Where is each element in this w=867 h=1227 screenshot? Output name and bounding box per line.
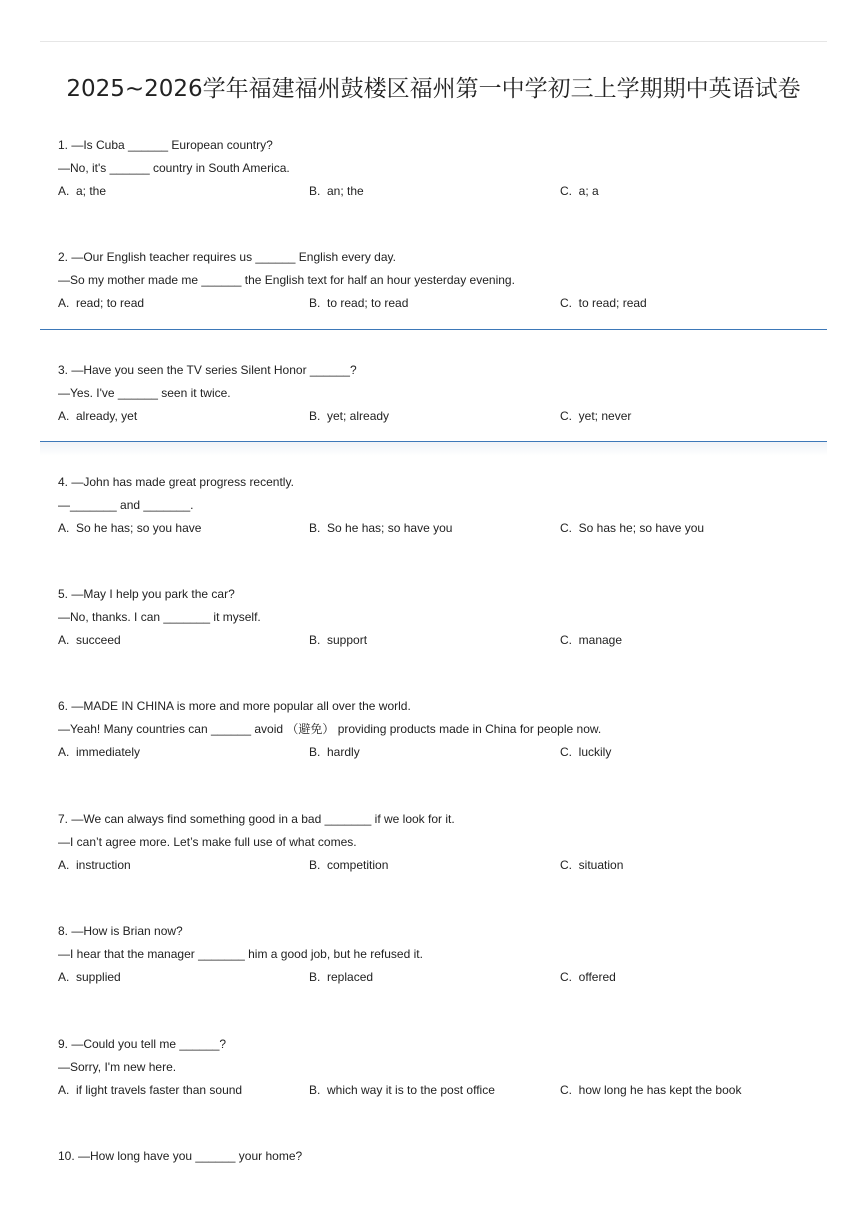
option-a[interactable]: A. already, yet (58, 409, 138, 423)
option-b[interactable]: B. which way it is to the post office (309, 1083, 495, 1097)
option-a[interactable]: A. if light travels faster than sound (58, 1083, 243, 1097)
option-b[interactable]: B. an; the (309, 184, 364, 198)
question-stem: 10. —How long have you ______ your home? (58, 1149, 303, 1163)
question-reply: —I hear that the manager _______ him a good job, but he refused it. (58, 947, 423, 961)
question-reply: —_______ and _______. (58, 498, 194, 512)
option-b[interactable]: B. So he has; so have you (309, 521, 453, 535)
option-row (58, 854, 838, 877)
option-c[interactable]: C. manage (560, 633, 623, 647)
option-a[interactable]: A. supplied (58, 970, 121, 984)
option-b[interactable]: B. replaced (309, 970, 374, 984)
question-7 (58, 808, 838, 877)
option-a[interactable]: A. So he has; so you have (58, 521, 202, 535)
option-a[interactable]: A. succeed (58, 633, 121, 647)
question-stem: 2. —Our English teacher requires us ______ English every day. (58, 250, 396, 264)
option-c[interactable]: C. offered (560, 970, 616, 984)
option-b[interactable]: B. to read; to read (309, 296, 409, 310)
question-6 (58, 695, 838, 764)
question-10 (58, 1145, 838, 1168)
question-stem: 8. —How is Brian now? (58, 924, 183, 938)
option-c[interactable]: C. how long he has kept the book (560, 1083, 742, 1097)
option-row (58, 629, 838, 652)
option-row (58, 405, 838, 428)
option-row (58, 1079, 838, 1102)
option-c[interactable]: C. yet; never (560, 409, 632, 423)
question-5 (58, 583, 838, 652)
option-row (58, 517, 838, 540)
highlight-top-border (40, 329, 827, 330)
question-stem: 1. —Is Cuba ______ European country? (58, 138, 273, 152)
question-stem: 6. —MADE IN CHINA is more and more popular all over the world. (58, 699, 411, 713)
question-stem: 7. —We can always find something good in a bad _______ if we look for it. (58, 812, 455, 826)
question-reply: —Yes. I've ______ seen it twice. (58, 386, 231, 400)
question-stem: 9. —Could you tell me ______? (58, 1037, 227, 1051)
question-stem: 4. —John has made great progress recently. (58, 475, 294, 489)
page-title: 2025~2026学年福建福州鼓楼区福州第一中学初三上学期期中英语试卷 (66, 76, 801, 102)
option-b[interactable]: B. competition (309, 858, 389, 872)
option-a[interactable]: A. a; the (58, 184, 107, 198)
option-row (58, 292, 838, 315)
question-reply: —No, it's ______ country in South America. (58, 161, 290, 175)
question-1 (58, 134, 838, 203)
option-c[interactable]: C. situation (560, 858, 624, 872)
option-a[interactable]: A. instruction (58, 858, 131, 872)
question-reply: —I can’t agree more. Let’s make full use of what comes. (58, 835, 357, 849)
top-divider (40, 41, 827, 42)
option-b[interactable]: B. support (309, 633, 368, 647)
option-a[interactable]: A. read; to read (58, 296, 145, 310)
question-stem: 5. —May I help you park the car? (58, 587, 235, 601)
option-b[interactable]: B. yet; already (309, 409, 390, 423)
option-c[interactable]: C. a; a (560, 184, 599, 198)
question-reply: —Sorry, I'm new here. (58, 1060, 177, 1074)
option-row (58, 741, 838, 764)
option-row (58, 966, 838, 989)
option-a[interactable]: A. immediately (58, 745, 141, 759)
option-row (58, 180, 838, 203)
option-c[interactable]: C. to read; read (560, 296, 647, 310)
question-8 (58, 920, 838, 989)
question-2 (58, 246, 838, 315)
option-c[interactable]: C. luckily (560, 745, 612, 759)
question-reply: —No, thanks. I can _______ it myself. (58, 610, 261, 624)
question-9 (58, 1033, 838, 1102)
option-b[interactable]: B. hardly (309, 745, 360, 759)
question-stem: 3. —Have you seen the TV series Silent Honor ______? (58, 363, 357, 377)
question-reply: —Yeah! Many countries can ______ avoid （避免） providing products made in China for people now. (58, 722, 602, 736)
question-reply: —So my mother made me ______ the English text for half an hour yesterday evening. (58, 273, 515, 287)
divider-shadow (40, 442, 827, 456)
option-c[interactable]: C. So has he; so have you (560, 521, 705, 535)
question-4 (58, 471, 838, 540)
question-3 (58, 359, 838, 428)
